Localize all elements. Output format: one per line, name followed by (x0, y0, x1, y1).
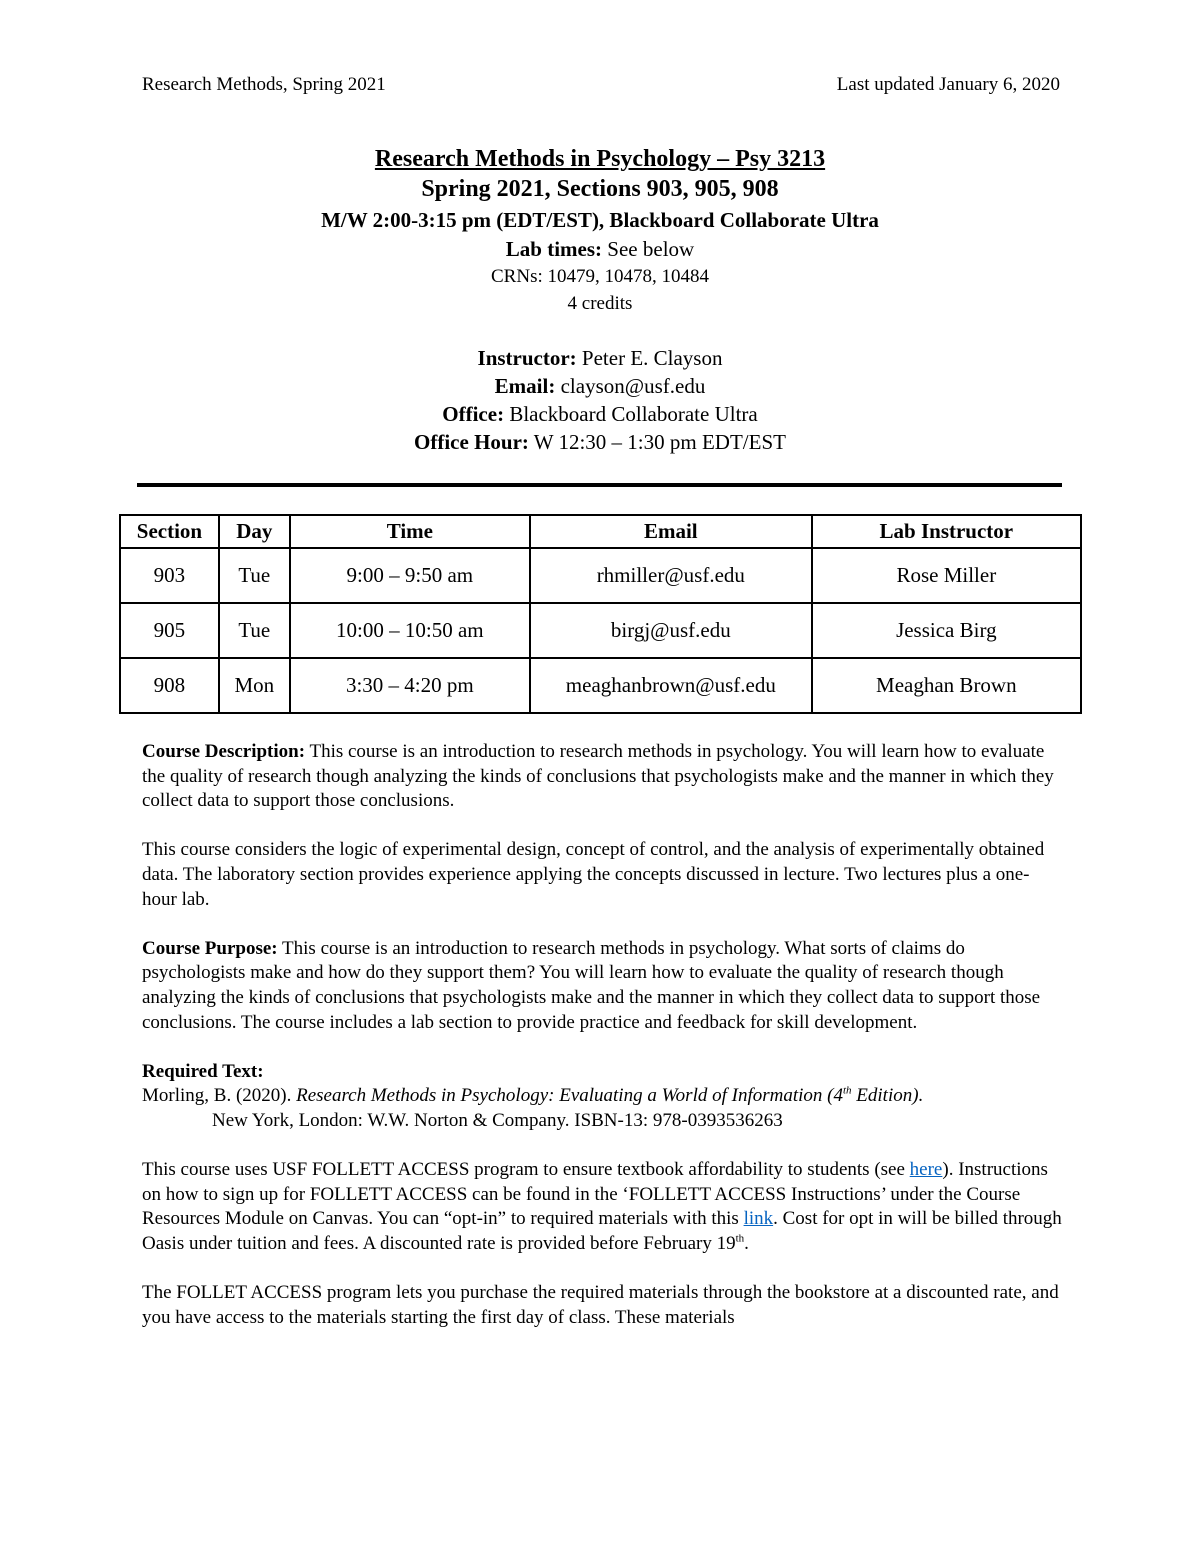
course-description-label: Course Description: (142, 741, 306, 762)
office-hour-label: Office Hour: (414, 430, 529, 454)
cell-email: meaghanbrown@usf.edu (530, 658, 812, 713)
lab-times-value: See below (602, 237, 695, 261)
cell-time: 3:30 – 4:20 pm (290, 658, 530, 713)
course-title: Research Methods in Psychology – Psy 3213 (374, 146, 826, 172)
cell-section: 908 (120, 658, 219, 713)
cell-day: Tue (219, 603, 290, 658)
cell-email: birgj@usf.edu (530, 603, 812, 658)
office-hour-value: W 12:30 – 1:30 pm EDT/EST (528, 430, 786, 454)
column-header-lab-instructor: Lab Instructor (812, 515, 1081, 548)
instructor-name: Peter E. Clayson (576, 346, 723, 370)
column-header-email: Email (530, 515, 812, 548)
lab-sections-table (119, 514, 1082, 714)
table-row (120, 603, 1081, 658)
instructor-email (136, 372, 1064, 400)
required-text-label: Required Text: (142, 1060, 264, 1082)
meeting-times: M/W 2:00-3:15 pm (EDT/EST), Blackboard Collaborate Ultra (321, 208, 879, 232)
lab-times (136, 235, 1064, 263)
running-header (142, 74, 1060, 100)
credits: 4 credits (567, 293, 633, 314)
column-header-time: Time (290, 515, 530, 548)
cell-day: Mon (219, 658, 290, 713)
office (136, 400, 1064, 428)
column-header-section: Section (120, 515, 219, 548)
office-label: Office: (442, 402, 505, 426)
table-header-row (120, 515, 1081, 548)
follett-program-paragraph: The FOLLET ACCESS program lets you purchase the required materials through the bookstore at a discounted rate, and you have access to the materials starting the first day of class. These materials (142, 1282, 1059, 1328)
course-logic-paragraph: This course considers the logic of experimental design, concept of control, and the analysis of experimentally obtained data. The laboratory section provides experience applying the concepts discussed in lecture. Two lectures plus a one-hour lab. (142, 839, 1045, 910)
course-purpose-text: This course is an introduction to research methods in psychology. What sorts of claims do psychologists make and how do they support them? You will learn how to evaluate the quality of research though analyzing the kinds of conclusions that psychologists make and the manner in which they collect data to support those conclusions. The course includes a lab section to provide practice and feedback for skill development. (142, 937, 1041, 1033)
cell-lab-instructor: Rose Miller (812, 548, 1081, 603)
reference-author: Morling, B. (2020). (142, 1085, 297, 1107)
office-value: Blackboard Collaborate Ultra (504, 402, 758, 426)
title-block (136, 144, 1064, 456)
instructor-label: Instructor: (477, 346, 577, 370)
cell-section: 903 (120, 548, 219, 603)
cell-lab-instructor: Jessica Birg (812, 603, 1081, 658)
cell-day: Tue (219, 548, 290, 603)
cell-time: 9:00 – 9:50 am (290, 548, 530, 603)
office-hour (136, 428, 1064, 456)
cell-lab-instructor: Meaghan Brown (812, 658, 1081, 713)
here-link[interactable]: here (909, 1159, 943, 1181)
follett-access-paragraph: This course uses USF FOLLETT ACCESS program to ensure textbook affordability to students (see here). Instructions on how to sign up for FOLLETT ACCESS can be found in the ‘FOLLETT ACCESS Instructions’ under the Course Resources Module on Canvas. You can “opt-in” to required materials with this link. Cost for opt in will be billed through Oasis under tuition and fees. A discounted rate is provided before February 19th. (142, 1159, 1062, 1254)
header-course-term: Research Methods, Spring 2021 (142, 74, 386, 95)
date-ordinal-sup: th (735, 1232, 745, 1245)
column-header-day: Day (219, 515, 290, 548)
required-text-reference (142, 1084, 1062, 1109)
header-last-updated: Last updated January 6, 2020 (836, 74, 1060, 95)
lab-times-label: Lab times: (505, 237, 603, 261)
instructor (136, 344, 1064, 372)
course-purpose (142, 937, 1062, 1035)
table-row (120, 658, 1081, 713)
required-text-publisher: New York, London: W.W. Norton & Company. ISBN-13: 978-0393536263 (212, 1109, 783, 1131)
email-label: Email: (494, 374, 556, 398)
course-sections: Spring 2021, Sections 903, 905, 908 (421, 176, 779, 202)
table-row (120, 548, 1081, 603)
reference-edition-sup: th (842, 1084, 852, 1097)
cell-section: 905 (120, 603, 219, 658)
cell-time: 10:00 – 10:50 am (290, 603, 530, 658)
email-value: clayson@usf.edu (555, 374, 706, 398)
opt-in-link[interactable]: link (743, 1208, 774, 1230)
crns: CRNs: 10479, 10478, 10484 (491, 266, 709, 287)
course-purpose-label: Course Purpose: (142, 937, 278, 959)
reference-title: Research Methods in Psychology: Evaluating a World of Information (4th Edition). (296, 1084, 924, 1107)
course-description (142, 740, 1062, 814)
syllabus-body (142, 740, 1062, 1330)
horizontal-divider (137, 483, 1062, 487)
course-description-text: This course is an introduction to research methods in psychology. You will learn how to evaluate the quality of research though analyzing the kinds of conclusions that psychologists make and the manner in which they collect data to support those conclusions. (142, 741, 1054, 812)
cell-email: rhmiller@usf.edu (530, 548, 812, 603)
required-text-heading (142, 1060, 1062, 1085)
